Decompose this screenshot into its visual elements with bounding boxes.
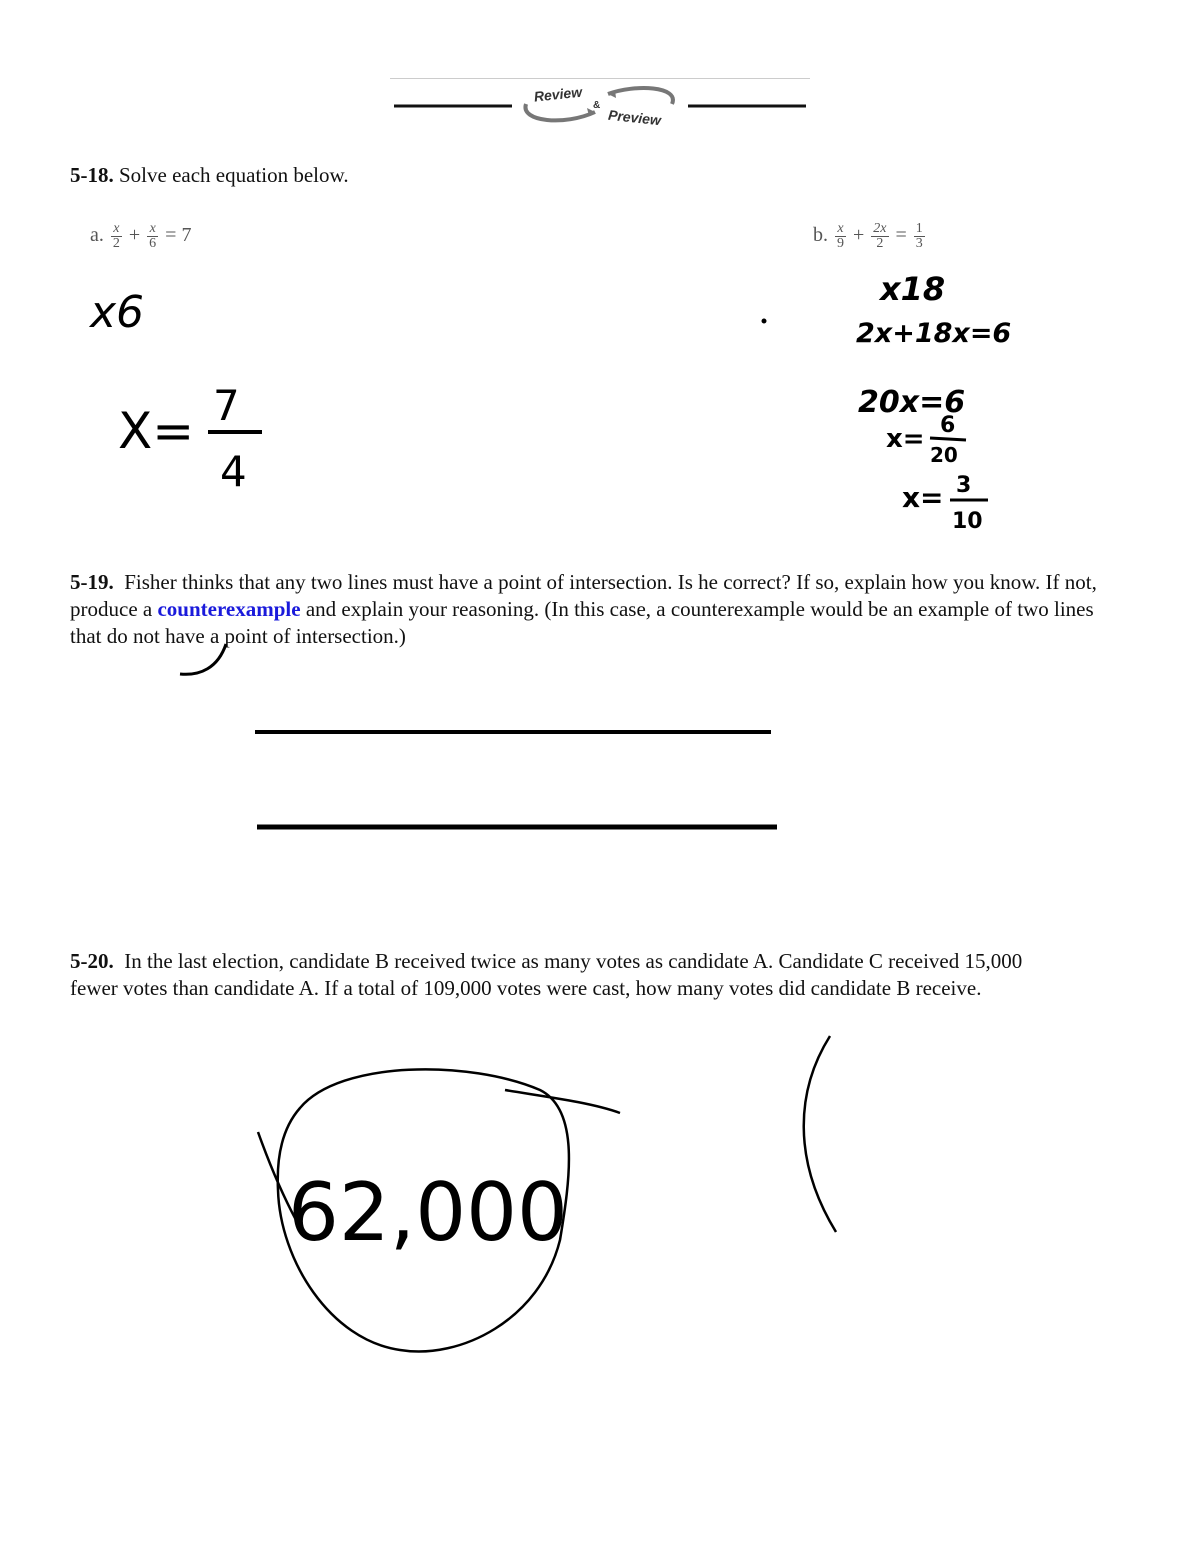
hw-b-line1: x18 <box>880 270 946 308</box>
hw-b-line2: 2x+18x=6 <box>856 318 1012 349</box>
equation-label: a. <box>90 224 104 247</box>
hw-b-line5-den: 10 <box>952 509 983 534</box>
stray-dot <box>762 319 767 324</box>
problem-number: 5-20. <box>70 949 114 973</box>
problem-number: 5-19. <box>70 570 114 594</box>
problem-text: In the last election, candidate B received twice as many votes as candidate A. Candidate C received 15,000 fewer votes than candidate A. If a total of 109,000 votes were cast, how many votes did candidate B receive. <box>70 949 1023 1000</box>
hw-b-line5-lhs: x= <box>902 481 944 514</box>
problem-text-after: and explain your reasoning. (In this case, a counterexample would be an example of two lines that do not have a point of intersection.) <box>70 597 1094 648</box>
hw-a-answer-num: 7 <box>213 381 240 430</box>
banner-review: Review <box>533 83 583 105</box>
hw-b-line5-num: 3 <box>956 473 972 498</box>
equation-b: b. $\frac{x}{9}$ + $\frac{2x}{2}$ = $\frac{1}{3}$ <box>813 221 923 251</box>
equation-a: a. $\frac{x}{2}$ + $\frac{x}{6}$ = 7 <box>90 221 192 251</box>
hw-b-line4-lhs: x= <box>886 424 925 454</box>
banner-amp: & <box>593 100 601 111</box>
hw-check-mark <box>180 644 226 674</box>
hw-a-step: x6 <box>90 287 145 338</box>
problem-text: Solve each equation below. <box>119 163 349 187</box>
equation-label: b. <box>813 224 828 247</box>
hw-b-line4-num: 6 <box>940 413 956 438</box>
banner-preview: Preview <box>607 106 662 129</box>
hw-c-answer: 62,000 <box>288 1166 568 1259</box>
hw-b-line3: 20x=6 <box>858 385 966 420</box>
hw-a-answer-lhs: X= <box>118 402 195 460</box>
hw-b-line4-den: 20 <box>930 443 958 467</box>
problem-number: 5-18. <box>70 163 114 187</box>
hw-stroke <box>505 1090 620 1113</box>
hw-a-answer-den: 4 <box>220 447 247 496</box>
counterexample-link[interactable]: counterexample <box>157 597 301 621</box>
problem-text: Fisher thinks that any two lines must have a point of intersection. Is he correct? If so, explain how you know. If not, produce a <box>70 570 1097 621</box>
hw-parenthesis <box>804 1036 836 1232</box>
